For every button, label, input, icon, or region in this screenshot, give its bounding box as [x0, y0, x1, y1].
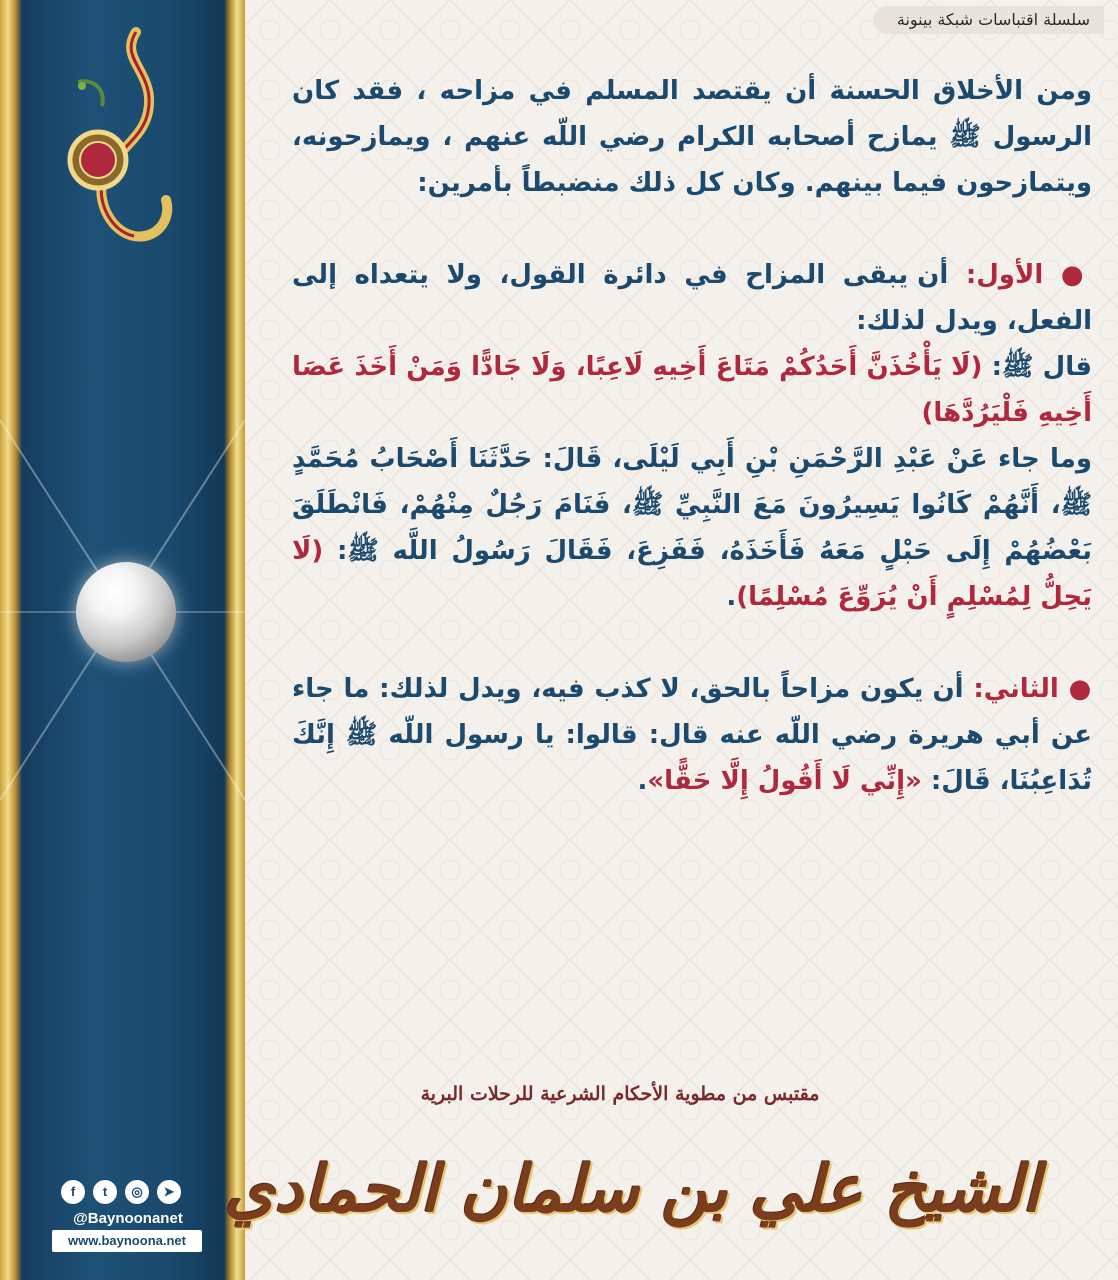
second-end: .	[637, 766, 648, 796]
series-title: سلسلة اقتباسات شبكة بينونة	[873, 6, 1104, 34]
second-hadith	[292, 436, 1092, 620]
hadith1-intro: قال ﷺ:	[991, 352, 1092, 382]
baynoona-logo	[58, 20, 188, 245]
first-text: أن يبقى المزاح في دائرة القول، ولا يتعداه إلى الفعل، ويدل لذلك:	[292, 260, 1092, 336]
first-point	[292, 252, 1092, 344]
facebook-icon[interactable]: f	[61, 1180, 85, 1204]
second-point	[292, 666, 1092, 804]
website-link[interactable]: www.baynoona.net	[52, 1230, 202, 1252]
author-name: الشيخ علي بن سلمان الحمادي	[224, 1152, 1040, 1227]
intro-paragraph: ومن الأخلاق الحسنة أن يقتصد المسلم في مزاحه ، فقد كان الرسول ﷺ يمازح أصحابه الكرام رضي اللّه عنهم ، ويمازحونه، ويتمازحون فيما بينهم. وكان كل ذلك منضبطاً بأمرين:	[292, 76, 1092, 198]
main-text	[292, 68, 1092, 804]
hadith2-intro: وما جاء عَنْ عَبْدِ الرَّحْمَنِ بْنِ أَبِي لَيْلَى، قَالَ: حَدَّثَنَا أَصْحَابُ مُحَمَّدٍ ﷺ، أَنَّهُمْ كَانُوا يَسِيرُونَ مَعَ النَّبِيِّ ﷺ، فَنَامَ رَجُلٌ مِنْهُمْ، فَانْطَلَقَ بَعْضُهُمْ إِلَى حَبْلٍ مَعَهُ فَأَخَذَهُ، فَفَزِعَ، فَقَالَ رَسُولُ اللَّه ﷺ:	[292, 444, 1092, 566]
first-label: الأول:	[965, 260, 1044, 290]
source-line: مقتبس من مطوية الأحكام الشرعية للرحلات البرية	[420, 1083, 820, 1105]
social-handle[interactable]: @Baynoonanet	[73, 1210, 183, 1227]
author-signature	[224, 1130, 1040, 1250]
instagram-icon[interactable]: ◎	[125, 1180, 149, 1204]
hadith1-text: (لَا يَأْخُذَنَّ أَحَدُكُمْ مَتَاعَ أَخِيهِ لَاعِبًا، وَلَا جَادًّا وَمَنْ أَخَذَ عَصَا أَخِيهِ فَلْيَرُدَّهَا)	[292, 352, 1092, 428]
first-hadith	[292, 344, 1092, 436]
bullet-icon: ●	[1068, 674, 1092, 704]
second-label: الثاني:	[973, 674, 1059, 704]
bullet-icon: ●	[1060, 260, 1093, 290]
pearl-ornament	[76, 562, 176, 662]
social-icons	[57, 1180, 197, 1206]
twitter-icon[interactable]: t	[93, 1180, 117, 1204]
second-quote: «إِنِّي لَا أَقُولُ إِلَّا حَقًّا»	[647, 766, 922, 796]
hadith2-text: (لَا يَحِلُّ لِمُسْلِمٍ أَنْ يُرَوِّعَ مُسْلِمًا)	[292, 536, 1092, 612]
telegram-icon[interactable]: ➤	[157, 1180, 181, 1204]
second-text: أن يكون مزاحاً بالحق، لا كذب فيه، ويدل لذلك: ما جاء عن أبي هريرة رضي اللّه عنه قال: قالوا: يا رسول اللّه ﷺ إِنَّكَ تُدَاعِبُنَا، قَالَ:	[292, 674, 1092, 796]
hadith2-end: .	[726, 582, 737, 612]
